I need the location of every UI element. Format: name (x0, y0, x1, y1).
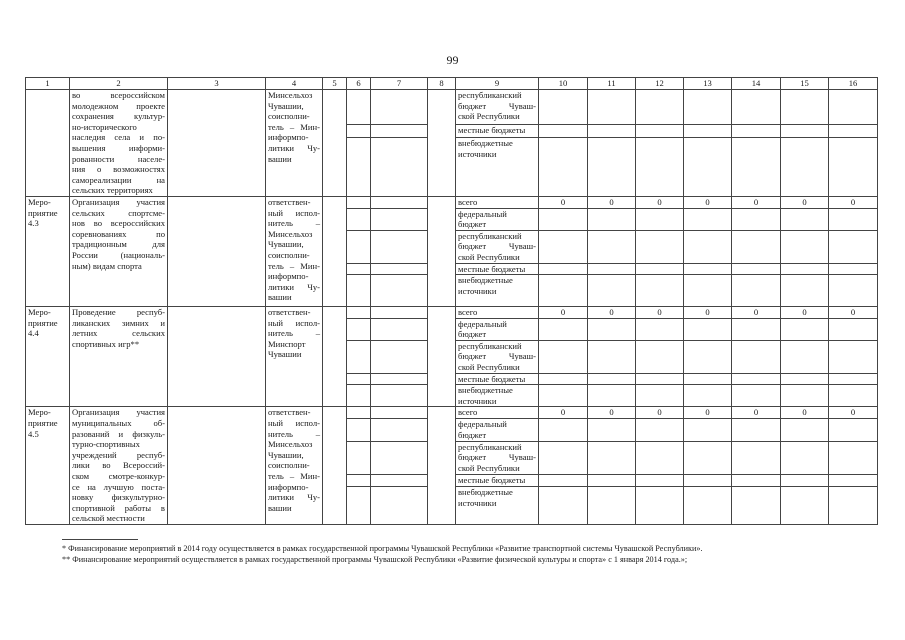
text-line: разований и физкуль- (72, 428, 165, 439)
text-line: ный испол- (268, 418, 320, 429)
text-line: Проведение респуб- (72, 307, 165, 318)
value-cell: 0 (636, 307, 684, 319)
text-line: летних сельских (72, 328, 165, 339)
footnote-divider (62, 539, 138, 540)
empty-cell (428, 307, 456, 407)
measure-description (70, 196, 168, 306)
text-line: сохранения культур- (72, 111, 165, 122)
measure-code (26, 196, 70, 306)
text-line: сельских территориях (72, 185, 153, 196)
text-line: сельской местности (72, 513, 145, 524)
col-number: 11 (588, 78, 636, 90)
text-line: сельских спортсме- (72, 207, 165, 218)
text-line: спортивных игр** (72, 338, 140, 349)
value-cell: 0 (684, 407, 732, 419)
text-line: республиканский (458, 340, 522, 351)
col-number: 16 (829, 78, 878, 90)
col-number: 9 (456, 78, 539, 90)
value-cell: 0 (684, 307, 732, 319)
value-cell: 0 (781, 307, 829, 319)
text-line: внебюджетные (458, 275, 513, 286)
col-number: 10 (539, 78, 588, 90)
empty-cell (428, 90, 456, 197)
col-number: 12 (636, 78, 684, 90)
value-cell: 0 (829, 196, 878, 208)
measure-executor (266, 307, 323, 407)
text-line: бюджет Чуваш- (458, 241, 536, 252)
text-line: ской Республики (458, 111, 520, 122)
empty-cell (371, 90, 428, 125)
text-line: республиканский (458, 90, 522, 100)
source-cell (456, 419, 539, 442)
text-line: ской Республики (458, 362, 520, 373)
text-line: Чувашии, (268, 100, 304, 111)
source-cell (456, 125, 539, 138)
text-line: ской Республики (458, 462, 520, 473)
code-cell (26, 90, 70, 197)
text-line: наследия села и по- (72, 132, 165, 143)
text-line: бюджет Чуваш- (458, 452, 536, 463)
source-cell (456, 196, 539, 208)
measure-description (70, 407, 168, 525)
text-line: источники (458, 395, 497, 406)
text-line: соисполни- (268, 111, 310, 122)
text-line: бюджет (458, 219, 487, 230)
measure-executor (266, 407, 323, 525)
text-line: 4.3 (28, 218, 39, 229)
page-number: 99 (446, 53, 459, 67)
text-line: информпо- (268, 132, 309, 143)
col-number: 7 (371, 78, 428, 90)
value-cell: 0 (829, 407, 878, 419)
text-line: бюджет Чуваш- (458, 351, 536, 362)
text-line: но-исторического (72, 121, 137, 132)
text-line: се на лучшую поста- (72, 481, 165, 492)
text-line: ответствен- (268, 407, 311, 418)
text-line: приятие (28, 317, 58, 328)
value-cell: 0 (636, 407, 684, 419)
column-number-row (26, 78, 878, 90)
text-line: вашии (268, 153, 292, 164)
value-cell: 0 (588, 196, 636, 208)
text-line: ный испол- (268, 207, 320, 218)
value-cell: 0 (539, 407, 588, 419)
text-line: Организация участия (72, 407, 165, 418)
text-line: источники (458, 497, 497, 508)
text-line: информпо- (268, 481, 309, 492)
footnote-sport: ** Финансирование мероприятий осуществляется в рамках государственной программы Чувашской Республики «Развитие физической культуры и спорта» с 1 января 2014 года.»; (62, 555, 688, 564)
col-number: 14 (732, 78, 781, 90)
text-line: республиканский (458, 441, 522, 452)
text-line: учреждений респуб- (72, 449, 165, 460)
source-cell (456, 340, 539, 373)
text-line: внебюджетные (458, 385, 513, 396)
continuation-row (26, 90, 878, 125)
text-line: литики Чу- (268, 492, 320, 503)
col-number: 6 (347, 78, 371, 90)
text-line: федеральный (458, 318, 507, 329)
text-line: местные бюджеты (458, 125, 526, 136)
text-line: бюджет Чуваш- (458, 100, 536, 111)
text-line: тель – Мин- (268, 471, 320, 481)
text-line: тель – Мин- (268, 260, 320, 271)
col-number: 4 (266, 78, 323, 90)
empty-cell (371, 407, 428, 419)
measure-row (26, 307, 878, 319)
empty-cell (168, 90, 266, 197)
text-line: Чувашии, (268, 449, 304, 460)
text-line: местные бюджеты (458, 373, 526, 384)
text-line: вашии (268, 292, 292, 303)
text-line: ным) видам спорта (72, 260, 142, 271)
value-cell: 0 (732, 307, 781, 319)
source-cell (456, 90, 539, 125)
col-number: 13 (684, 78, 732, 90)
text-line: России (националь- (72, 249, 165, 260)
empty-cell (168, 407, 266, 525)
footnote-transport: * Финансирование мероприятий в 2014 году осуществляется в рамках государственной программы Чувашской Республики «Развитие транспортной системы Чувашской Республики». (62, 544, 703, 553)
col-number: 8 (428, 78, 456, 90)
empty-cell (347, 307, 371, 319)
col-number: 5 (323, 78, 347, 90)
text-line: всего (458, 307, 478, 318)
text-line: приятие (28, 418, 58, 429)
col-number: 1 (26, 78, 70, 90)
text-line: всего (458, 196, 478, 207)
text-line: Меро- (28, 407, 51, 418)
text-line: местные бюджеты (458, 263, 526, 274)
text-line: ответствен- (268, 307, 311, 318)
text-line: соисполни- (268, 249, 310, 260)
empty-cell (428, 196, 456, 306)
text-line: бюджет (458, 329, 487, 340)
text-line: внебюджетные (458, 137, 513, 148)
empty-cell (428, 407, 456, 525)
value-cell: 0 (781, 196, 829, 208)
text-line: Минсельхоз (268, 90, 313, 100)
value-cell: 0 (636, 196, 684, 208)
executor-cell (266, 90, 323, 197)
text-line: самореализации на (72, 174, 165, 185)
text-line: всего (458, 407, 478, 418)
text-line: местные бюджеты (458, 475, 526, 486)
text-line: ском смотре-конкур- (72, 471, 165, 481)
text-line: ликанских зимних и (72, 317, 165, 328)
source-cell (456, 307, 539, 319)
text-line: ный испол- (268, 317, 320, 328)
text-line: источники (458, 285, 497, 296)
text-line: внебюджетные (458, 486, 513, 497)
empty-cell (371, 307, 428, 319)
text-line: турно-спортивных (72, 439, 140, 450)
source-cell (456, 230, 539, 263)
col-number: 2 (70, 78, 168, 90)
source-cell (456, 137, 539, 196)
text-line: Меро- (28, 307, 51, 318)
measure-row (26, 196, 878, 208)
empty-cell (347, 407, 371, 419)
text-line: тель – Мин- (268, 121, 320, 132)
text-line: 4.5 (28, 428, 39, 439)
empty-cell (323, 90, 347, 197)
text-line: вышения информи- (72, 142, 165, 153)
text-line: нитель – (268, 328, 320, 339)
text-line: соревнованиях по (72, 228, 165, 239)
text-line: Минспорт (268, 338, 306, 349)
budget-table (25, 77, 878, 525)
measure-row (26, 407, 878, 419)
col-number: 3 (168, 78, 266, 90)
source-cell (456, 441, 539, 474)
value-cell: 0 (588, 307, 636, 319)
empty-cell (323, 196, 347, 306)
text-line: ответствен- (268, 196, 311, 207)
source-cell (456, 373, 539, 385)
value-cell: 0 (829, 307, 878, 319)
text-line: Минсельхоз (268, 228, 313, 239)
empty-cell (371, 196, 428, 208)
text-line: соисполни- (268, 460, 310, 471)
text-line: спортивной работы в (72, 502, 165, 513)
measure-code (26, 407, 70, 525)
text-line: республиканский (458, 230, 522, 241)
empty-cell (168, 196, 266, 306)
value-cell: 0 (539, 307, 588, 319)
text-line: молодежном проекте (72, 100, 165, 111)
text-line: приятие (28, 207, 58, 218)
description-cell (70, 90, 168, 197)
text-line: нов во всероссийских (72, 218, 165, 229)
text-line: Организация участия (72, 196, 165, 207)
text-line: вашии (268, 502, 292, 513)
text-line: Минсельхоз (268, 439, 313, 450)
text-line: литики Чу- (268, 142, 320, 153)
source-cell (456, 263, 539, 275)
text-line: Чувашии, (268, 239, 304, 250)
source-cell (456, 475, 539, 487)
source-cell (456, 486, 539, 524)
text-line: литики Чу- (268, 281, 320, 292)
empty-cell (168, 307, 266, 407)
text-line: новку физкультурно- (72, 492, 165, 503)
text-line: федеральный (458, 419, 507, 430)
value-cell: 0 (732, 407, 781, 419)
text-line: Меро- (28, 196, 51, 207)
text-line: бюджет (458, 429, 487, 440)
text-line: лики во Всероссий- (72, 460, 165, 471)
value-cell: 0 (732, 196, 781, 208)
text-line: рованности населе- (72, 153, 165, 164)
text-line: 4.4 (28, 328, 39, 339)
source-cell (456, 407, 539, 419)
empty-cell (347, 196, 371, 208)
source-cell (456, 275, 539, 307)
text-line: нитель – (268, 428, 320, 439)
empty-cell (323, 307, 347, 407)
text-line: муниципальных об- (72, 418, 165, 429)
text-line: во всероссийском (72, 90, 165, 100)
value-cell: 0 (684, 196, 732, 208)
source-cell (456, 318, 539, 340)
text-line: источники (458, 148, 497, 159)
text-line: ния о возможностях (72, 164, 165, 175)
text-line: федеральный (458, 208, 507, 219)
measure-executor (266, 196, 323, 306)
text-line: Чувашии (268, 349, 302, 360)
text-line: нитель – (268, 218, 320, 229)
value-cell: 0 (588, 407, 636, 419)
empty-cell (347, 90, 371, 125)
value-cell: 0 (539, 196, 588, 208)
measure-description (70, 307, 168, 407)
measure-code (26, 307, 70, 407)
source-cell (456, 385, 539, 407)
col-number: 15 (781, 78, 829, 90)
text-line: информпо- (268, 271, 309, 282)
source-cell (456, 208, 539, 230)
text-line: ской Республики (458, 251, 520, 262)
value-cell: 0 (781, 407, 829, 419)
text-line: традиционным для (72, 239, 165, 250)
empty-cell (323, 407, 347, 525)
